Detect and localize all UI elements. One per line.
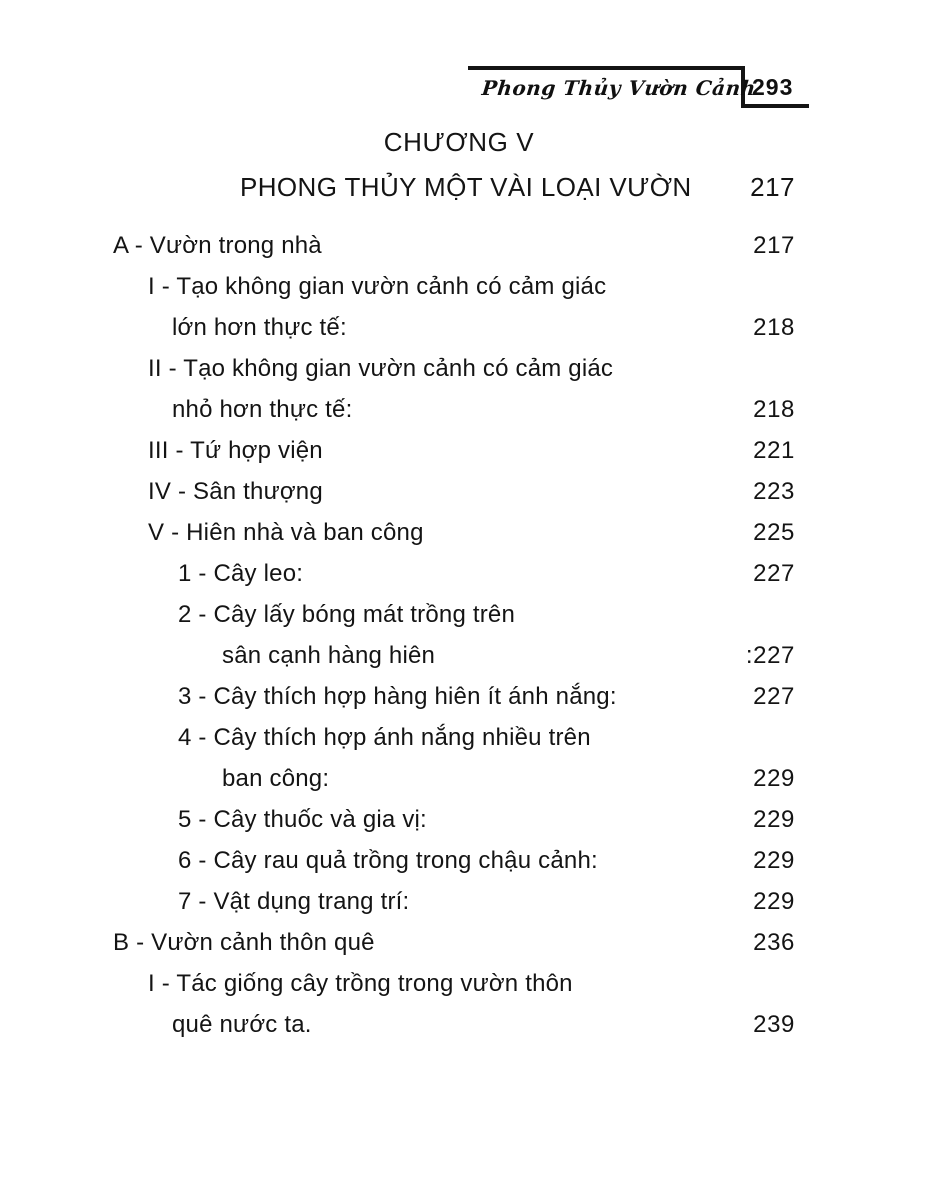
toc-entry[interactable] <box>0 970 950 1011</box>
toc-entry[interactable] <box>0 396 950 437</box>
header-rule-horizontal <box>468 66 745 70</box>
toc-entry-page-number: 227 <box>753 560 795 587</box>
toc-entry[interactable] <box>0 560 950 601</box>
toc-entry-page-number: :227 <box>745 642 795 669</box>
toc-entry-label: I - Tạo không gian vườn cảnh có cảm giác <box>148 273 607 300</box>
toc-entry-label: 6 - Cây rau quả trồng trong chậu cảnh: <box>178 847 598 874</box>
toc-entry[interactable] <box>0 806 950 847</box>
toc-entry-page-number: 229 <box>753 806 795 833</box>
toc-entry-label: 4 - Cây thích hợp ánh nắng nhiều trên <box>178 724 591 751</box>
toc-entry-page-number: 221 <box>753 437 795 464</box>
toc-entry-page-number: 218 <box>753 396 795 423</box>
toc-entry-page-number: 217 <box>753 232 795 259</box>
toc-entry[interactable] <box>0 601 950 642</box>
toc-entry-label: B - Vườn cảnh thôn quê <box>113 929 375 956</box>
chapter-title-row <box>0 172 950 206</box>
toc-entry[interactable] <box>0 642 950 683</box>
toc-entry-page-number: 227 <box>753 683 795 710</box>
toc-entry[interactable] <box>0 888 950 929</box>
toc-entry[interactable] <box>0 437 950 478</box>
book-title: Phong Thủy Vườn Cảnh <box>480 76 758 100</box>
page-number: 293 <box>752 74 794 100</box>
toc-entry[interactable] <box>0 765 950 806</box>
toc-entry-label: III - Tứ hợp viện <box>148 437 323 464</box>
toc-entry-label: 3 - Cây thích hợp hàng hiên ít ánh nắng: <box>178 683 617 710</box>
toc-entry[interactable] <box>0 1011 950 1052</box>
toc-entry[interactable] <box>0 232 950 273</box>
toc-entry-page-number: 236 <box>753 929 795 956</box>
toc-entry-label: 7 - Vật dụng trang trí: <box>178 888 410 915</box>
toc-entry-label: I - Tác giống cây trồng trong vườn thôn <box>148 970 573 997</box>
running-header <box>468 66 808 118</box>
toc-entry-label: A - Vườn trong nhà <box>113 232 322 259</box>
toc-entry[interactable] <box>0 683 950 724</box>
toc-entry[interactable] <box>0 724 950 765</box>
chapter-title: PHONG THỦY MỘT VÀI LOẠI VƯỜN <box>240 172 692 202</box>
toc-entry-label: sân cạnh hàng hiên <box>222 642 436 669</box>
chapter-heading <box>0 127 950 206</box>
toc-entry[interactable] <box>0 478 950 519</box>
toc-entry-label: lớn hơn thực tế: <box>172 314 347 341</box>
toc-entry-page-number: 229 <box>753 847 795 874</box>
toc-entry[interactable] <box>0 273 950 314</box>
toc-entry[interactable] <box>0 519 950 560</box>
toc-entry-label: V - Hiên nhà và ban công <box>148 519 424 546</box>
toc-entry-label: nhỏ hơn thực tế: <box>172 396 353 423</box>
toc-entry-label: II - Tạo không gian vườn cảnh có cảm giác <box>148 355 614 382</box>
toc-entry-label: 2 - Cây lấy bóng mát trồng trên <box>178 601 516 628</box>
toc-entry[interactable] <box>0 929 950 970</box>
toc-entry-label: quê nước ta. <box>172 1011 312 1038</box>
toc-entry-label: 1 - Cây leo: <box>178 560 304 587</box>
toc-entry-page-number: 229 <box>753 765 795 792</box>
toc-entry-page-number: 218 <box>753 314 795 341</box>
toc-entry[interactable] <box>0 314 950 355</box>
toc-entry-page-number: 229 <box>753 888 795 915</box>
header-rule-underline <box>741 104 809 108</box>
chapter-title-page-number: 217 <box>750 172 795 202</box>
toc-entry-label: ban công: <box>222 765 330 792</box>
toc-entry[interactable] <box>0 847 950 888</box>
toc-entry-page-number: 239 <box>753 1011 795 1038</box>
table-of-contents <box>0 232 950 1052</box>
toc-entry-page-number: 225 <box>753 519 795 546</box>
toc-entry-label: 5 - Cây thuốc và gia vị: <box>178 806 427 833</box>
toc-entry-page-number: 223 <box>753 478 795 505</box>
toc-entry-label: IV - Sân thượng <box>148 478 323 505</box>
chapter-label: CHƯƠNG V <box>383 127 535 157</box>
toc-entry[interactable] <box>0 355 950 396</box>
